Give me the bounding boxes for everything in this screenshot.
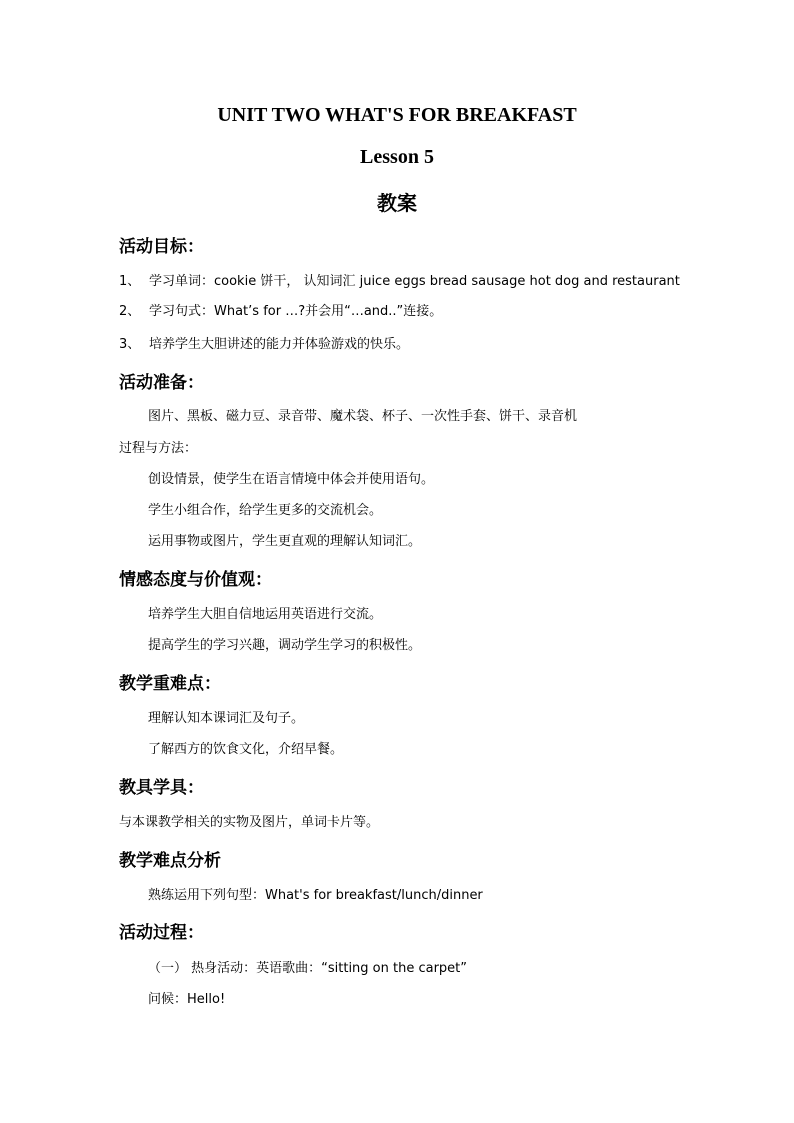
keypoint-item: 了解西方的饮食文化，介绍早餐。 [148, 742, 344, 757]
difficulty-heading: 教学难点分析 [119, 851, 221, 871]
keypoints-heading: 教学重难点： [119, 674, 221, 694]
process-step: （一） 热身活动：英语歌曲：“sitting on the carpet” [148, 961, 468, 976]
attitude-item: 培养学生大胆自信地运用英语进行交流。 [148, 607, 383, 622]
method-item: 运用事物或图片，学生更直观的理解认知词汇。 [148, 534, 422, 549]
greeting-text: 问候：Hello! [148, 992, 226, 1007]
materials-text: 图片、黑板、磁力豆、录音带、魔术袋、杯子、一次性手套、饼干、录音机 [148, 409, 578, 424]
unit-title: UNIT TWO WHAT'S FOR BREAKFAST [217, 104, 577, 126]
tools-heading: 教具学具： [119, 778, 204, 798]
goal-text: 学习句式：What’s for …?并会用“…and..”连接。 [149, 304, 443, 319]
process-heading: 活动过程： [119, 923, 204, 943]
tools-text: 与本课教学相关的实物及图片，单词卡片等。 [119, 815, 380, 830]
difficulty-text: 熟练运用下列句型：What's for breakfast/lunch/dinner [148, 888, 483, 903]
lesson-plan-title: 教案 [377, 191, 417, 215]
goal-text: 培养学生大胆讲述的能力并体验游戏的快乐。 [149, 337, 410, 352]
goal-text: 学习单词：cookie 饼干， 认知词汇 juice eggs bread sausage hot dog and restaurant [149, 274, 680, 289]
goals-heading: 活动目标： [119, 237, 204, 257]
attitude-heading: 情感态度与价值观： [119, 570, 272, 590]
goal-number: 2、 [119, 304, 141, 319]
goal-number: 1、 [119, 274, 141, 289]
keypoint-item: 理解认知本课词汇及句子。 [148, 711, 305, 726]
prep-heading: 活动准备： [119, 373, 204, 393]
method-item: 创设情景，使学生在语言情境中体会并使用语句。 [148, 472, 435, 487]
goal-number: 3、 [119, 337, 141, 352]
attitude-item: 提高学生的学习兴趣，调动学生学习的积极性。 [148, 638, 422, 653]
lesson-title: Lesson 5 [360, 146, 434, 168]
method-item: 学生小组合作，给学生更多的交流机会。 [148, 503, 383, 518]
method-label: 过程与方法： [119, 441, 198, 456]
